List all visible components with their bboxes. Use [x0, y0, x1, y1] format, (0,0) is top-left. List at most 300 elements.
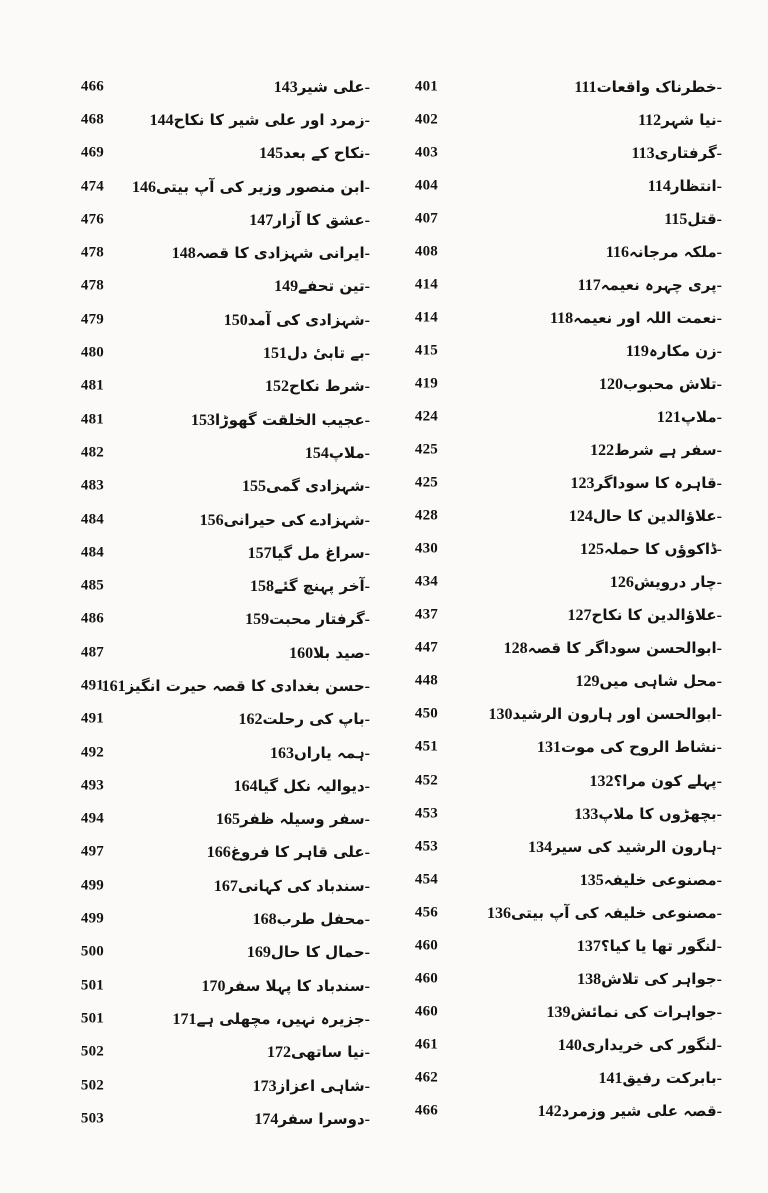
- toc-chapter-title: سندباد کی کہانی: [237, 876, 365, 895]
- toc-page-number: 428: [414, 507, 438, 524]
- toc-entry-text: [166, 243, 370, 263]
- toc-chapter-title: بے تابیٔ دل: [287, 344, 365, 363]
- toc-chapter-title: ملاپ: [680, 407, 717, 426]
- toc-chapter-number: 119-: [625, 342, 722, 360]
- toc-entry-text: [574, 870, 722, 890]
- toc-chapter-title: بچھڑوں کا ملاپ: [598, 804, 717, 823]
- toc-page-number: 447: [414, 639, 438, 656]
- toc-entry-text: [544, 308, 722, 328]
- toc-entry: [400, 103, 722, 136]
- toc-chapter-title: صید بلا: [313, 643, 365, 662]
- toc-page-number: 414: [414, 276, 438, 293]
- toc-entry: [400, 962, 722, 995]
- toc-chapter-title: علاؤالدین کا نکاح: [591, 606, 717, 625]
- toc-page-number: 501: [80, 977, 104, 994]
- toc-chapter-number: 146-: [131, 178, 370, 196]
- toc-entry: [400, 434, 722, 467]
- toc-entry: [40, 836, 370, 869]
- toc-entry-text: [257, 343, 370, 363]
- toc-chapter-number: 155-: [242, 478, 370, 496]
- toc-entry-text: [563, 506, 722, 526]
- toc-chapter-title: ملکہ مرجانہ: [629, 242, 717, 261]
- toc-chapter-number: 117-: [577, 276, 722, 294]
- toc-page-number: 454: [414, 871, 438, 888]
- toc-page-number: 483: [80, 477, 104, 494]
- toc-chapter-number: 136-: [486, 904, 722, 922]
- toc-chapter-number: 129-: [575, 673, 722, 691]
- toc-page-number: 493: [80, 777, 104, 794]
- toc-page-number: 415: [414, 342, 438, 359]
- toc-chapter-title: گرفتار محبت: [269, 610, 365, 629]
- toc-chapter-title: جواہر کی تلاش: [601, 969, 717, 988]
- toc-chapter-title: پہلے کون مرا؟: [613, 771, 717, 790]
- toc-chapter-number: 170-: [201, 977, 370, 995]
- toc-chapter-title: ابن منصور وزیر کی آپ بیتی: [155, 177, 365, 196]
- toc-chapter-title: تلاش محبوب: [623, 374, 717, 393]
- toc-chapter-number: 114-: [647, 177, 722, 195]
- toc-chapter-title: مصنوعی خلیفہ: [603, 870, 717, 889]
- toc-chapter-number: 123-: [570, 475, 722, 493]
- toc-entry-text: [593, 374, 722, 394]
- toc-chapter-number: 124-: [568, 508, 722, 526]
- toc-page-number: 451: [414, 738, 438, 755]
- toc-page-number: 401: [414, 78, 438, 95]
- toc-chapter-title: ڈاکوؤں کا حملہ: [604, 540, 717, 559]
- toc-entry: [40, 1102, 370, 1135]
- toc-page-number: 501: [80, 1010, 104, 1027]
- toc-chapter-number: 148-: [171, 245, 370, 263]
- toc-entry: [400, 797, 722, 830]
- toc-chapter-title: ابوالحسن سوداگر کا قصہ: [527, 639, 717, 658]
- toc-entry: [400, 400, 722, 433]
- toc-chapter-number: 152-: [264, 378, 370, 396]
- toc-entry: [40, 1036, 370, 1069]
- toc-page-number: 476: [80, 211, 104, 228]
- toc-chapter-title: علی قاہر کا فروغ: [230, 843, 365, 862]
- toc-entry-text: [208, 876, 370, 896]
- toc-entry-text: [584, 771, 723, 791]
- toc-page-number: 468: [80, 111, 104, 128]
- toc-entry: [400, 698, 722, 731]
- toc-chapter-title: سفر ہے شرط: [614, 441, 717, 460]
- toc-chapter-number: 130-: [488, 706, 722, 724]
- toc-page-number: 478: [80, 277, 104, 294]
- toc-entry: [40, 1069, 370, 1102]
- toc-chapter-number: 162-: [238, 711, 370, 729]
- toc-chapter-number: 134-: [528, 838, 722, 856]
- toc-entry: [400, 301, 722, 334]
- toc-chapter-title: علاؤالدین کا حال: [592, 507, 717, 526]
- toc-entry: [40, 103, 370, 136]
- toc-entry-text: [247, 909, 370, 929]
- toc-entry-text: [584, 440, 722, 460]
- toc-entry-text: [626, 143, 722, 163]
- toc-entry-text: [261, 1042, 370, 1062]
- toc-entry: [400, 169, 722, 202]
- toc-entry: [400, 764, 722, 797]
- toc-entry: [40, 436, 370, 469]
- toc-page-number: 484: [80, 511, 104, 527]
- toc-entry: [40, 803, 370, 836]
- toc-chapter-title: قتل: [687, 209, 717, 228]
- toc-chapter-number: 143-: [273, 78, 370, 96]
- toc-chapter-number: 145-: [259, 145, 370, 163]
- toc-chapter-title: ایرانی شہزادی کا قصہ: [195, 244, 365, 263]
- toc-chapter-number: 166-: [206, 844, 370, 862]
- toc-chapter-number: 139-: [546, 1003, 722, 1021]
- toc-entry: [400, 731, 722, 764]
- toc-entry-text: [243, 210, 370, 230]
- toc-entry: [400, 632, 722, 665]
- toc-chapter-number: 111-: [574, 78, 722, 96]
- toc-entry-text: [244, 576, 370, 596]
- toc-entry-text: [632, 110, 722, 130]
- toc-chapter-number: 115-: [664, 210, 722, 228]
- toc-page-number: 503: [80, 1110, 104, 1127]
- toc-page-number: 452: [414, 772, 438, 788]
- toc-chapter-title: شرط نکاح: [288, 377, 365, 396]
- toc-entry: [40, 936, 370, 969]
- toc-entry-text: [233, 709, 370, 729]
- toc-page-number: 408: [414, 243, 438, 260]
- toc-entry-text: [642, 176, 722, 196]
- toc-chapter-number: 154-: [304, 444, 370, 462]
- toc-entry: [400, 1028, 722, 1061]
- toc-chapter-title: جزیرہ نہیں، مچھلی ہے: [196, 1009, 365, 1028]
- toc-page-number: 404: [414, 177, 438, 194]
- toc-page-number: 453: [414, 805, 438, 822]
- toc-chapter-title: عشق کا آزار: [273, 210, 365, 229]
- toc-page-number: 484: [80, 544, 104, 561]
- toc-entry-text: [283, 643, 370, 663]
- toc-entry: [400, 863, 722, 896]
- toc-entry: [40, 969, 370, 1002]
- toc-entry-text: [658, 209, 722, 229]
- toc-entry: [40, 137, 370, 170]
- toc-chapter-number: 158-: [249, 578, 370, 596]
- toc-chapter-number: 151-: [263, 345, 370, 363]
- toc-entry-text: [241, 942, 370, 962]
- toc-entry: [40, 403, 370, 436]
- toc-entry-text: [532, 1101, 722, 1121]
- toc-entry: [400, 334, 722, 367]
- toc-chapter-title: شاہی اعزاز: [276, 1076, 365, 1095]
- toc-entry: [40, 769, 370, 802]
- toc-chapter-title: علی شیر: [297, 77, 365, 96]
- toc-entry-text: [195, 976, 370, 996]
- toc-entry-text: [562, 605, 722, 625]
- toc-entry: [400, 830, 722, 863]
- toc-entry: [400, 202, 722, 235]
- toc-entry-text: [600, 242, 722, 262]
- toc-chapter-title: عجیب الخلقت گھوڑا: [214, 410, 365, 429]
- toc-chapter-title: باپ کی رحلت: [262, 710, 365, 729]
- toc-entry: [40, 336, 370, 369]
- toc-entry: [400, 467, 722, 500]
- toc-entry-text: [144, 110, 370, 130]
- toc-entry: [40, 1002, 370, 1035]
- toc-column-right: [400, 70, 722, 1128]
- toc-chapter-number: 169-: [246, 944, 370, 962]
- toc-entry: [40, 869, 370, 902]
- toc-entry-text: [522, 837, 722, 857]
- toc-entry: [40, 236, 370, 269]
- toc-entry: [400, 995, 722, 1028]
- toc-entry-text: [604, 572, 722, 592]
- toc-entry: [400, 235, 722, 268]
- toc-page-number: 460: [414, 1003, 438, 1020]
- toc-chapter-number: 168-: [252, 911, 370, 929]
- toc-entry-text: [571, 969, 722, 989]
- toc-chapter-title: قاہرہ کا سوداگر: [594, 474, 717, 493]
- toc-chapter-title: جواہرات کی نمائش: [570, 1002, 717, 1021]
- toc-chapter-number: 165-: [215, 811, 370, 829]
- toc-chapter-title: نیا ساتھی: [290, 1043, 365, 1062]
- toc-entry-text: [268, 77, 370, 97]
- toc-page-number: 460: [414, 970, 438, 987]
- toc-entry-text: [540, 1002, 722, 1022]
- toc-chapter-number: 140-: [557, 1036, 722, 1054]
- toc-entry: [40, 902, 370, 935]
- toc-chapter-number: 118-: [549, 309, 722, 327]
- toc-entry: [40, 703, 370, 736]
- toc-chapter-title: نشاط الروح کی موت: [560, 738, 717, 757]
- toc-entry: [40, 370, 370, 403]
- toc-chapter-title: تین تحفے: [298, 277, 365, 296]
- toc-entry-text: [218, 310, 370, 330]
- toc-entry-text: [531, 737, 722, 757]
- toc-page-number: 497: [80, 843, 104, 860]
- toc-entry-text: [228, 776, 370, 796]
- toc-page-number: 425: [414, 474, 438, 491]
- toc-page-number: 425: [414, 441, 438, 458]
- toc-entry-text: [126, 177, 370, 197]
- toc-page-number: 403: [414, 144, 438, 161]
- toc-chapter-number: 126-: [609, 574, 722, 592]
- toc-chapter-number: 133-: [574, 805, 722, 823]
- toc-page-number: 434: [414, 573, 438, 590]
- toc-entry: [40, 170, 370, 203]
- toc-chapter-number: 164-: [233, 777, 370, 795]
- toc-entry-text: [574, 539, 722, 559]
- toc-chapter-number: 141-: [598, 1069, 722, 1087]
- toc-chapter-number: 163-: [269, 744, 370, 762]
- toc-chapter-title: ہمہ یاراں: [293, 743, 365, 762]
- toc-page-number: 424: [414, 408, 438, 425]
- toc-chapter-number: 121-: [656, 408, 722, 426]
- toc-chapter-title: دوسرا سفر: [278, 1109, 365, 1128]
- toc-chapter-number: 159-: [245, 611, 370, 629]
- toc-page-number: 491: [80, 677, 104, 694]
- toc-entry: [40, 603, 370, 636]
- toc-entry: [400, 1061, 722, 1094]
- toc-chapter-number: 132-: [589, 772, 722, 790]
- toc-page-number: 502: [80, 1077, 104, 1094]
- toc-page-number: 453: [414, 838, 438, 855]
- toc-page-number: 448: [414, 672, 438, 689]
- toc-chapter-title: نعمت اللہ اور نعیمہ: [573, 308, 717, 327]
- toc-entry-text: [239, 609, 370, 629]
- toc-chapter-title: شہزادی کی آمد: [247, 310, 365, 329]
- toc-chapter-number: 157-: [247, 544, 370, 562]
- toc-entry: [40, 270, 370, 303]
- toc-chapter-number: 149-: [274, 278, 370, 296]
- toc-chapter-number: 173-: [252, 1077, 370, 1095]
- toc-entry: [40, 636, 370, 669]
- toc-page-number: 474: [80, 178, 104, 195]
- toc-chapter-number: 167-: [213, 877, 370, 895]
- toc-page-number: 494: [80, 810, 104, 827]
- toc-chapter-number: 153-: [190, 411, 370, 429]
- toc-chapter-title: لنگور تھا یا کیا؟: [600, 936, 717, 955]
- toc-entry-text: [568, 77, 722, 97]
- toc-chapter-number: 172-: [266, 1044, 370, 1062]
- toc-chapter-title: ہارون الرشید کی سیر: [552, 837, 717, 856]
- toc-entry: [400, 268, 722, 301]
- toc-entry-text: [210, 809, 370, 829]
- toc-chapter-number: 125-: [580, 541, 722, 559]
- toc-entry-text: [264, 743, 370, 763]
- toc-entry-text: [96, 676, 370, 696]
- toc-page-number: 481: [80, 377, 104, 394]
- toc-entry-text: [185, 410, 370, 430]
- toc-page-number: 450: [414, 705, 438, 722]
- toc-entry-text: [201, 842, 370, 862]
- toc-entry: [40, 303, 370, 336]
- toc-chapter-title: انتظار: [670, 176, 717, 195]
- toc-chapter-title: آخر پہنچ گئے: [273, 577, 365, 596]
- toc-entry-text: [568, 804, 722, 824]
- toc-chapter-title: خطرناک واقعات: [596, 77, 717, 96]
- toc-page-number: 402: [414, 111, 438, 128]
- toc-chapter-title: ابوالحسن اور ہارون الرشید: [512, 705, 717, 724]
- toc-chapter-title: ملاپ: [328, 443, 365, 462]
- toc-entry: [400, 929, 722, 962]
- toc-chapter-title: سندباد کا پہلا سفر: [225, 976, 365, 995]
- toc-entry-text: [571, 936, 722, 956]
- toc-entry-text: [236, 476, 370, 496]
- toc-chapter-number: 113-: [631, 144, 722, 162]
- toc-page-number: 414: [414, 309, 438, 326]
- toc-chapter-title: قصہ علی شیر وزمرد: [561, 1101, 717, 1120]
- toc-entry-text: [259, 376, 370, 396]
- toc-chapter-title: چار درویش: [633, 573, 717, 592]
- toc-chapter-title: حسن بغدادی کا قصہ حیرت انگیز: [125, 676, 365, 695]
- toc-entry-text: [247, 1076, 370, 1096]
- toc-entry: [400, 896, 722, 929]
- toc-chapter-number: 160-: [289, 644, 370, 662]
- toc-page-number: 479: [80, 311, 104, 328]
- toc-entry-text: [552, 1035, 722, 1055]
- toc-chapter-title: محفل طرب: [276, 910, 365, 929]
- toc-chapter-number: 122-: [590, 442, 722, 460]
- toc-chapter-title: سراغ مل گیا: [271, 543, 365, 562]
- toc-page-number: 482: [80, 444, 104, 461]
- toc-chapter-number: 161-: [101, 677, 370, 695]
- toc-chapter-title: گرفتاری: [654, 143, 717, 162]
- toc-page-number: 461: [414, 1036, 438, 1053]
- toc-chapter-title: پری چہرہ نعیمہ: [600, 275, 717, 294]
- toc-chapter-title: دیوالیہ نکل گیا: [257, 776, 365, 795]
- toc-chapter-title: نکاح کے بعد: [283, 144, 365, 163]
- toc-entry: [40, 569, 370, 602]
- toc-entry: [400, 1094, 722, 1127]
- toc-page-number: 499: [80, 877, 104, 894]
- toc-page-number: 485: [80, 577, 104, 594]
- toc-chapter-title: لنگور کی خریداری: [581, 1035, 717, 1054]
- toc-chapter-title: حمال کا حال: [270, 943, 365, 962]
- toc-entry-text: [242, 543, 370, 563]
- toc-entry-text: [572, 275, 722, 295]
- toc-entry-text: [593, 1068, 722, 1088]
- toc-chapter-title: سفر وسیلہ ظفر: [239, 810, 365, 829]
- toc-entry: [40, 203, 370, 236]
- toc-chapter-number: 120-: [599, 375, 722, 393]
- toc-entry-text: [483, 704, 722, 724]
- toc-chapter-number: 137-: [576, 937, 722, 955]
- toc-entry: [40, 736, 370, 769]
- toc-page-number: 437: [414, 606, 438, 623]
- toc-chapter-title: محل شاہی میں: [599, 672, 717, 691]
- toc-page-number: 462: [414, 1069, 438, 1086]
- toc-page-number: 469: [80, 144, 104, 161]
- toc-entry-text: [194, 510, 370, 530]
- toc-page-number: 456: [414, 904, 438, 921]
- toc-chapter-number: 112-: [638, 111, 722, 129]
- toc-entry: [400, 70, 722, 103]
- toc-page-number: 466: [80, 78, 104, 95]
- toc-chapter-number: 127-: [567, 607, 722, 625]
- toc-entry-text: [248, 1109, 370, 1129]
- toc-entry-text: [651, 407, 722, 427]
- toc-entry-text: [253, 143, 370, 163]
- toc-chapter-title: شہزادے کی حیرانی: [223, 510, 365, 529]
- toc-page-number: 487: [80, 644, 104, 661]
- toc-entry-text: [166, 1009, 370, 1029]
- toc-page-number: 480: [80, 344, 104, 361]
- toc-entry: [40, 669, 370, 702]
- toc-page-number: 407: [414, 210, 438, 227]
- toc-chapter-title: بابرکت رفیق: [622, 1068, 717, 1087]
- toc-chapter-number: 156-: [199, 511, 370, 529]
- toc-entry-text: [299, 443, 370, 463]
- toc-chapter-title: زن مکارہ: [648, 341, 717, 360]
- toc-chapter-title: مصنوعی خلیفہ کی آپ بیتی: [510, 903, 717, 922]
- toc-page-number: 500: [80, 943, 104, 960]
- toc-page-number: 491: [80, 710, 104, 727]
- toc-entry: [40, 70, 370, 103]
- toc-chapter-number: 116-: [605, 243, 722, 261]
- toc-entry: [400, 136, 722, 169]
- toc-entry: [40, 536, 370, 569]
- toc-chapter-title: زمرد اور علی شیر کا نکاح: [173, 110, 365, 129]
- toc-page-number: 478: [80, 244, 104, 261]
- toc-chapter-number: 131-: [536, 739, 722, 757]
- toc-entry-text: [498, 638, 722, 658]
- toc-entry: [40, 470, 370, 503]
- toc-chapter-title: نیا شہر: [661, 110, 717, 129]
- toc-entry-text: [268, 276, 370, 296]
- toc-entry: [400, 665, 722, 698]
- toc-page-number: 419: [414, 375, 438, 392]
- toc-page-number: 486: [80, 610, 104, 627]
- toc-chapter-number: 174-: [254, 1110, 370, 1128]
- toc-chapter-title: شہزادی گمی: [266, 477, 365, 496]
- toc-entry: [40, 503, 370, 536]
- toc-entry-text: [564, 473, 722, 493]
- toc-chapter-number: 135-: [579, 871, 722, 889]
- toc-entry: [400, 566, 722, 599]
